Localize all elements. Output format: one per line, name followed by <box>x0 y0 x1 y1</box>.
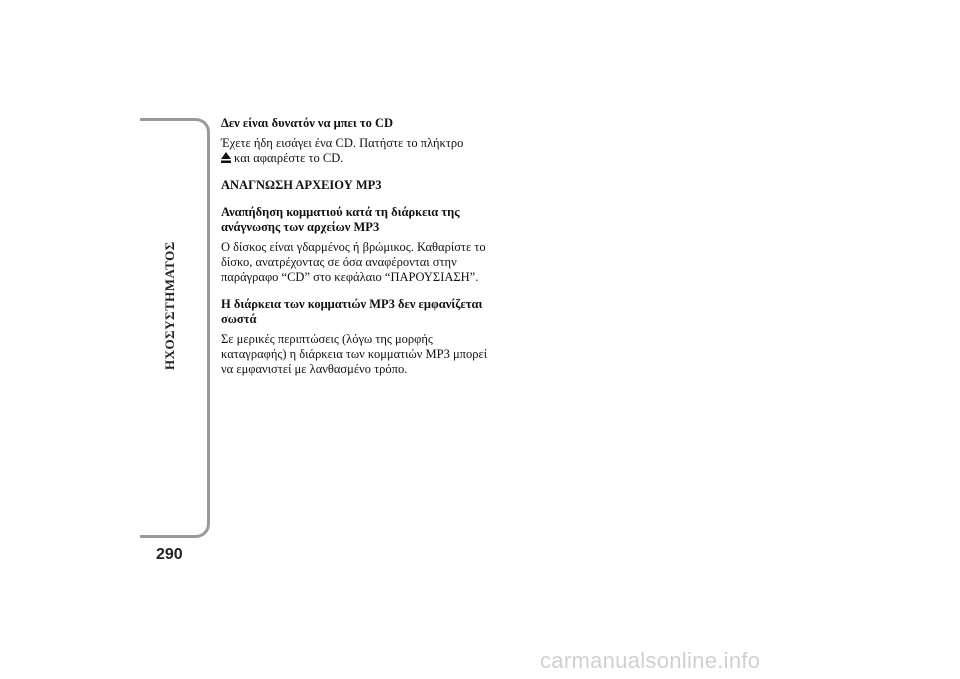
body-line: παράγραφο “CD” στο κεφάλαιο “ΠΑΡΟΥΣΙΑΣΗ”. <box>221 270 479 284</box>
heading-line: σωστά <box>221 312 257 326</box>
heading-line: ανάγνωσης των αρχείων MP3 <box>221 220 380 234</box>
page-number: 290 <box>156 546 183 563</box>
site-watermark: carmanualsonline.info <box>540 648 761 673</box>
body-line-with-icon <box>221 151 511 166</box>
body-line: Έχετε ήδη εισάγει ένα CD. Πατήστε το πλήκτρο <box>221 136 464 150</box>
section-body <box>221 240 511 285</box>
section-body <box>221 332 511 377</box>
section-heading: Δεν είναι δυνατόν να μπει το CD <box>221 116 394 130</box>
manual-content <box>221 116 511 389</box>
section-heading <box>221 297 511 327</box>
body-line: καταγραφής) η διάρκεια των κομματιών MP3 μπορεί <box>221 347 488 361</box>
section-cd-insert <box>221 116 511 166</box>
body-line: και αφαιρέστε το CD. <box>234 151 344 165</box>
eject-icon <box>221 152 231 163</box>
section-track-skip <box>221 205 511 285</box>
heading-line: Αναπήδηση κομματιού κατά τη διάρκεια της <box>221 205 460 219</box>
section-mp3-title <box>221 178 511 193</box>
body-line: Ο δίσκος είναι γδαρμένος ή βρώμικος. Καθαρίστε το <box>221 240 486 254</box>
chapter-side-label: ΗΧΟΣΥΣΤΗΜΑΤΟΣ <box>162 241 177 370</box>
section-heading: ΑΝΑΓΝΩΣΗ ΑΡΧΕΙΟΥ MP3 <box>221 178 382 192</box>
section-duration <box>221 297 511 377</box>
body-line: δίσκο, ανατρέχοντας σε όσα αναφέρονται στην <box>221 255 457 269</box>
heading-line: Η διάρκεια των κομματιών MP3 δεν εμφανίζεται <box>221 297 483 311</box>
body-line: να εμφανιστεί με λανθασμένο τρόπο. <box>221 362 408 376</box>
section-heading <box>221 205 511 235</box>
body-line: Σε μερικές περιπτώσεις (λόγω της μορφής <box>221 332 433 346</box>
